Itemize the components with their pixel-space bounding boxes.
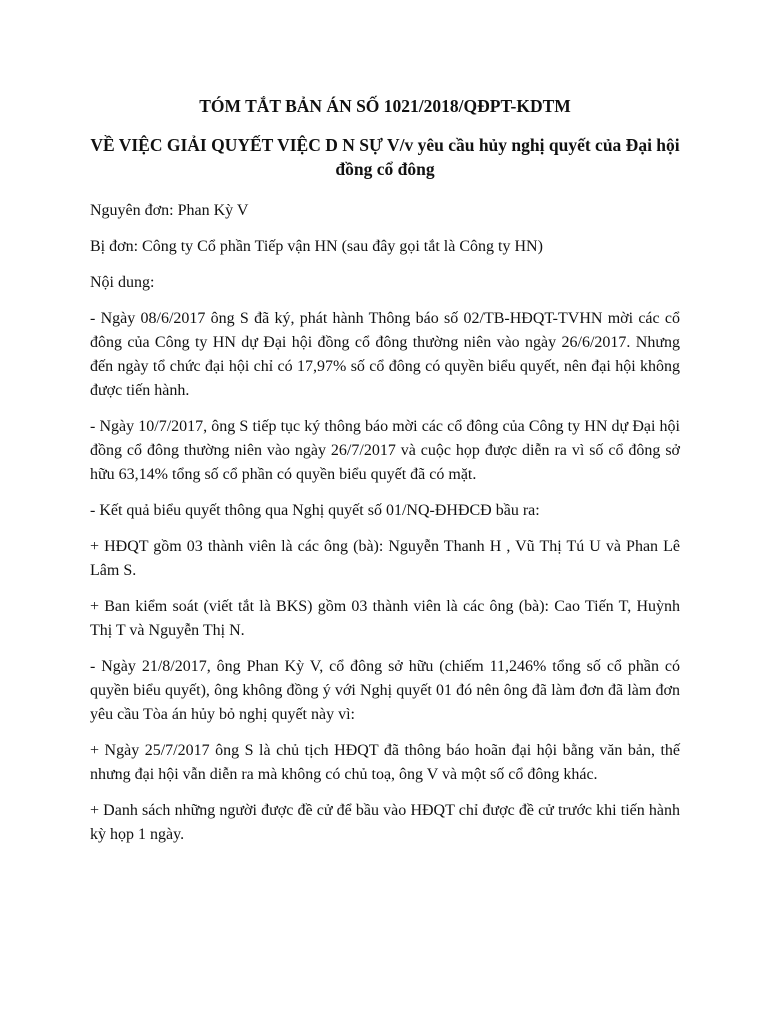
plaintiff-line: Nguyên đơn: Phan Kỳ V [90, 202, 249, 219]
paragraph-2: - Ngày 10/7/2017, ông S tiếp tục ký thông báo mời các cổ đông của Công ty HN dự Đại hội đồng cổ đông thường niên vào ngày 26/7/2017 và cuộc họp được diễn ra vì số cổ đông sở hữu 63,14% tổng số cổ phần có quyền biểu quyết đã có mặt. [90, 418, 680, 483]
defendant-line: Bị đơn: Công ty Cổ phần Tiếp vận HN (sau đây gọi tắt là Công ty HN) [90, 238, 543, 255]
paragraph-5: + Ban kiểm soát (viết tắt là BKS) gồm 03 thành viên là các ông (bà): Cao Tiến T, Huỳnh Thị T và Nguyễn Thị N. [90, 598, 680, 639]
paragraph-6: - Ngày 21/8/2017, ông Phan Kỳ V, cổ đông sở hữu (chiếm 11,246% tổng số cổ phần có quyền biểu quyết), ông không đồng ý với Nghị quyết 01 đó nên ông đã làm đơn đã làm đơn yêu cầu Tòa án hủy bỏ nghị quyết này vì: [90, 658, 680, 723]
paragraph-3: - Kết quả biểu quyết thông qua Nghị quyết số 01/NQ-ĐHĐCĐ bầu ra: [90, 502, 540, 519]
paragraph-1: - Ngày 08/6/2017 ông S đã ký, phát hành Thông báo số 02/TB-HĐQT-TVHN mời các cổ đông của Công ty HN dự Đại hội đồng cổ đông thường niên vào ngày 26/6/2017. Nhưng đến ngày tổ chức đại hội chỉ có 17,97% số cổ đông có quyền biểu quyết, nên đại hội không được tiến hành. [90, 310, 680, 399]
document-title: TÓM TẮT BẢN ÁN SỐ 1021/2018/QĐPT-KDTM [199, 96, 571, 116]
document-subtitle: VỀ VIỆC GIẢI QUYẾT VIỆC D N SỰ V/v yêu cầu hủy nghị quyết của Đại hội đồng cổ đông [90, 135, 680, 179]
content-label: Nội dung: [90, 274, 155, 291]
document-page [90, 94, 680, 859]
paragraph-4: + HĐQT gồm 03 thành viên là các ông (bà): Nguyễn Thanh H , Vũ Thị Tú U và Phan Lê Lâm S. [90, 538, 680, 579]
paragraph-8: + Danh sách những người được đề cử để bầu vào HĐQT chỉ được đề cử trước khi tiến hành kỳ họp 1 ngày. [90, 802, 680, 843]
paragraph-7: + Ngày 25/7/2017 ông S là chủ tịch HĐQT đã thông báo hoãn đại hội bằng văn bản, thế nhưng đại hội vẫn diễn ra mà không có chủ toạ, ông V và một số cổ đông khác. [90, 742, 680, 783]
